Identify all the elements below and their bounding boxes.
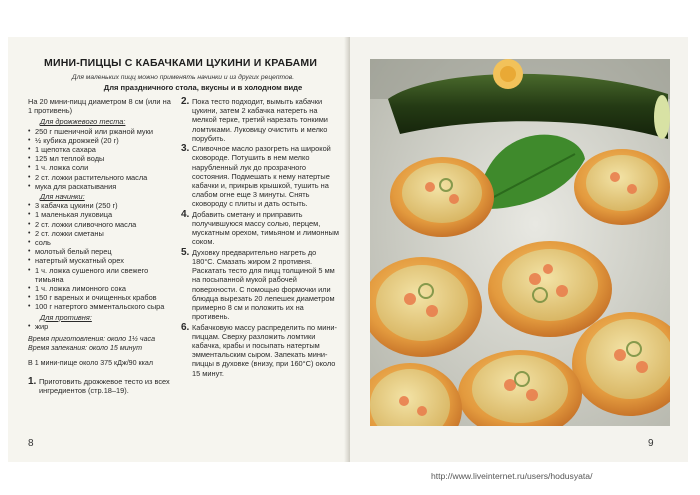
- step-number: 5.: [181, 246, 190, 258]
- page-number-left: 8: [28, 438, 34, 449]
- ingredient-item: • натертый мускатный орех: [28, 256, 176, 265]
- ingredient-item: • 125 мл теплой воды: [28, 154, 176, 163]
- ingredient-item: • ½ кубика дрожжей (20 г): [28, 136, 176, 145]
- ingredient-item: • 1 щепотка сахара: [28, 145, 176, 154]
- step-2: [181, 97, 341, 143]
- tray-list: [28, 322, 176, 331]
- steps-column: [181, 97, 341, 379]
- step-text: Сливочное масло разогреть на широкой сковороде. Потушить в нем мелко нарубленный лук до прозрачного состояния. Подмешать к нему натертые кабачки и, прикрыв крышкой, тушить на слабом огне еще 3 минуты. Снять сковороду с плиты и дать остыть.: [192, 144, 331, 209]
- step-text: Пока тесто подходит, вымыть кабачки цукини, затем 2 кабачка натереть на мелкой терке, третий нарезать тонкими ломтиками. Луковицу очистить и мелко порубить.: [192, 97, 328, 143]
- step-number: 4.: [181, 208, 190, 220]
- step-4: [181, 210, 341, 247]
- recipe-subtitle: Для маленьких пицц можно применять начинки и из других рецептов.: [71, 74, 295, 81]
- bake-time: Время запекания: около 15 минут: [28, 344, 143, 353]
- ingredient-item: • 150 г вареных и очищенных крабов: [28, 293, 176, 302]
- step-number: 1.: [28, 375, 37, 387]
- servings: На 20 мини-пицц диаметром 8 см (или на 1 противень): [28, 97, 171, 116]
- step-number: 2.: [181, 96, 190, 107]
- ingredient-item: • 2 ст. ложки растительного масла: [28, 173, 176, 182]
- tray-header: Для противня:: [40, 312, 92, 322]
- watermark-url: http://www.liveinternet.ru/users/hodusyata/: [431, 471, 593, 481]
- step-number: 6.: [181, 321, 190, 333]
- filling-list: [28, 201, 176, 311]
- prep-time: Время приготовления: около 1½ часа: [28, 335, 156, 344]
- step-text: Добавить сметану и приправить получившуюся массу солью, перцем, мускатным орехом, тимьяном и лимонным соком.: [192, 209, 339, 247]
- ingredient-item: • жир: [28, 322, 176, 331]
- dough-header: Для дрожжевого теста:: [40, 117, 126, 127]
- step-5: [181, 248, 341, 322]
- page-number-right: 9: [648, 438, 654, 449]
- ingredient-item: • 2 ст. ложки сметаны: [28, 229, 176, 238]
- filling-header: Для начинки:: [40, 192, 85, 202]
- step-text: Приготовить дрожжевое тесто из всех ингредиентов (стр.18–19).: [39, 376, 170, 395]
- step-text: Духовку предварительно нагреть до 180°С. Смазать жиром 2 противня. Раскатать тесто для пицц толщиной 5 мм на посыпанной мукой рабочей поверхности. С помощью формочки или блюдца вырезать 20 лепешек диаметром примерно 8 см и положить их на противень.: [192, 247, 335, 322]
- dough-list: [28, 127, 176, 191]
- right-page: [350, 37, 688, 462]
- ingredient-item: • 1 ч. ложка соли: [28, 163, 176, 172]
- step-number: 3.: [181, 143, 190, 155]
- step-3: [181, 144, 341, 208]
- book-spread: [8, 37, 688, 462]
- left-page: [8, 37, 348, 462]
- ingredient-item: • 1 маленькая луковица: [28, 210, 176, 219]
- ingredient-item: • мука для раскатывания: [28, 182, 176, 191]
- ingredients-column: [28, 97, 176, 395]
- mini-pizza-photo: [370, 59, 670, 426]
- step-1: [28, 377, 176, 395]
- ingredient-item: • соль: [28, 238, 176, 247]
- ingredient-item: • молотый белый перец: [28, 247, 176, 256]
- ingredient-item: • 3 кабачка цукини (250 г): [28, 201, 176, 210]
- calories: В 1 мини-пище около 375 кДж/90 ккал: [28, 359, 153, 368]
- ingredient-item: • 100 г натертого эмментальского сыра: [28, 302, 176, 311]
- recipe-motto: Для праздничного стола, вкусны и в холодном виде: [103, 83, 303, 92]
- ingredient-item: • 1 ч. ложка сушеного или свежего тимьяна: [28, 266, 176, 284]
- ingredient-item: • 1 ч. ложка лимонного сока: [28, 284, 176, 293]
- recipe-title: МИНИ-ПИЦЦЫ С КАБАЧКАМИ ЦУКИНИ И КРАБАМИ: [44, 57, 318, 69]
- step-6: [181, 323, 341, 378]
- ingredient-item: • 2 ст. ложки сливочного масла: [28, 220, 176, 229]
- step-text: Кабачковую массу распределить по мини-пиццам. Сверху разложить ломтики кабачка, крабы и посыпать натертым эмментальским сыром. Запекать мини-пиццы в духовке (внизу, при 160°С) около 15 минут.: [192, 322, 338, 378]
- ingredient-item: • 250 г пшеничной или ржаной муки: [28, 127, 176, 136]
